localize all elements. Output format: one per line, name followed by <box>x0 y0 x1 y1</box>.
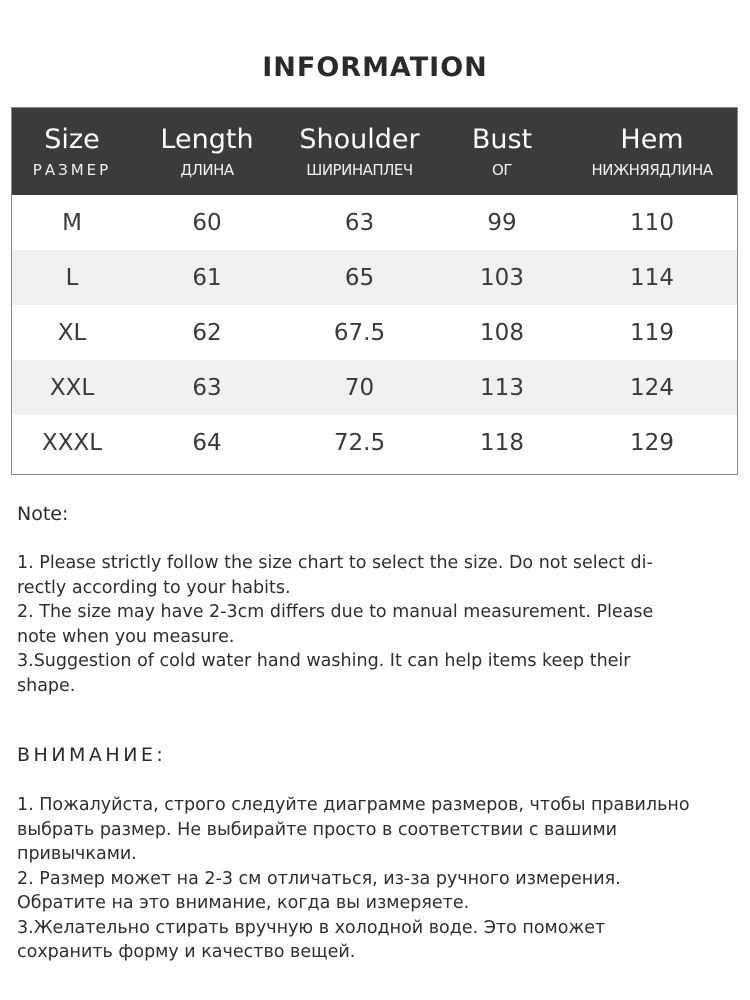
header-hem-ru: НИЖНЯЯДЛИНА <box>591 160 713 179</box>
cell-bust: 113 <box>480 374 524 401</box>
header-length-en: Length <box>160 123 254 155</box>
header-bust <box>437 108 567 195</box>
note-body-en <box>17 551 729 698</box>
cell-hem: 110 <box>630 209 674 236</box>
table-body <box>12 195 737 470</box>
cell-hem: 124 <box>630 374 674 401</box>
cell-length: 61 <box>192 264 222 291</box>
cell-length: 64 <box>192 429 222 456</box>
note-heading-en: Note: <box>17 503 69 525</box>
table-row <box>12 415 737 470</box>
note-line: 1. Пожалуйста, строго следуйте диаграмме размеров, чтобы правильно <box>17 795 690 815</box>
cell-shoulder: 67.5 <box>333 319 386 346</box>
cell-hem: 114 <box>630 264 674 291</box>
cell-size: XL <box>57 319 87 346</box>
header-size-ru: РАЗМЕР <box>32 160 112 179</box>
cell-length: 63 <box>192 374 222 401</box>
cell-size: XXL <box>49 374 95 401</box>
header-shoulder-ru: ШИРИНАПЛЕЧ <box>306 160 413 179</box>
note-line: shape. <box>17 675 76 696</box>
table-row <box>12 250 737 305</box>
page-title: INFORMATION <box>262 52 488 83</box>
note-line: 2. The size may have 2-3cm differs due to manual measurement. Please <box>17 602 654 622</box>
header-shoulder-en: Shoulder <box>299 123 420 155</box>
header-length-ru: ДЛИНА <box>180 160 234 179</box>
header-size <box>12 108 132 195</box>
cell-shoulder: 72.5 <box>333 429 386 456</box>
header-hem-en: Hem <box>620 123 684 155</box>
note-line: Обратите на это внимание, когда вы измеряете. <box>17 893 470 913</box>
note-line: выбрать размер. Не выбирайте просто в соответствии с вашими <box>17 819 618 840</box>
cell-bust: 99 <box>487 209 517 236</box>
note-line: 1. Please strictly follow the size chart to select the size. Do not select di- <box>17 553 653 573</box>
note-line: сохранить форму и качество вещей. <box>17 942 356 962</box>
header-bust-en: Bust <box>471 123 533 155</box>
table-header <box>12 108 737 195</box>
table-row <box>12 305 737 360</box>
size-chart-table <box>11 107 738 475</box>
cell-shoulder: 65 <box>344 264 375 291</box>
cell-hem: 129 <box>630 429 674 456</box>
header-shoulder <box>282 108 437 195</box>
cell-hem: 119 <box>630 319 674 346</box>
note-heading-ru: ВНИМАНИЕ: <box>17 744 167 766</box>
header-length <box>132 108 282 195</box>
cell-shoulder: 70 <box>344 374 375 401</box>
note-body-ru <box>17 793 729 965</box>
header-size-en: Size <box>44 123 100 155</box>
table-row <box>12 360 737 415</box>
cell-bust: 103 <box>480 264 524 291</box>
cell-shoulder: 63 <box>344 209 375 236</box>
note-line: привычками. <box>17 844 137 864</box>
note-line: 3.Желательно стирать вручную в холодной воде. Это поможет <box>17 917 606 938</box>
cell-size: L <box>65 264 79 291</box>
cell-length: 62 <box>192 319 222 346</box>
cell-size: XXXL <box>41 429 103 456</box>
cell-bust: 108 <box>480 319 524 346</box>
note-line: rectly according to your habits. <box>17 577 291 598</box>
header-bust-ru: ОГ <box>492 160 512 179</box>
note-line: 2. Размер может на 2-3 см отличаться, из-за ручного измерения. <box>17 868 621 889</box>
cell-length: 60 <box>192 209 222 236</box>
table-row <box>12 195 737 250</box>
note-line: note when you measure. <box>17 626 235 647</box>
note-line: 3.Suggestion of cold water hand washing. It can help items keep their <box>17 651 631 671</box>
header-hem <box>567 108 737 195</box>
cell-size: M <box>62 209 82 236</box>
cell-bust: 118 <box>480 429 524 456</box>
